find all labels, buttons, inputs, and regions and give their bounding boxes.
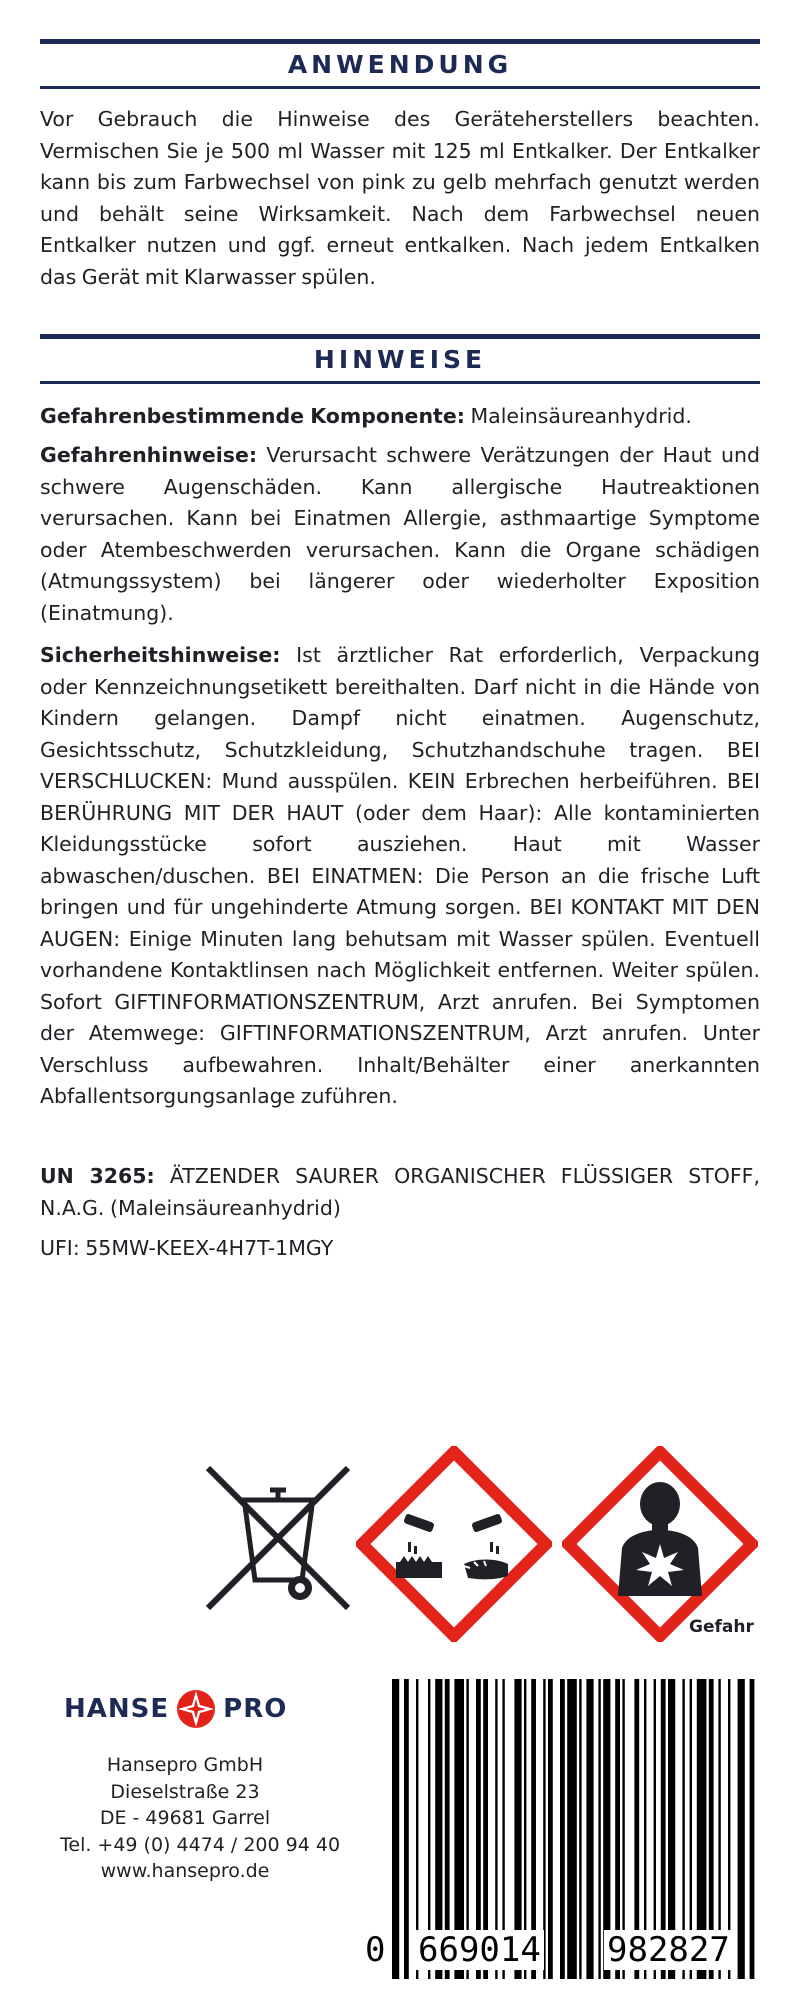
address-line-company: Hansepro GmbH (106, 1754, 264, 1776)
barcode-bar (598, 1679, 600, 1979)
anwendung-text: Vor Gebrauch die Hinweise des Geräteherstellers beachten. Vermischen Sie je 500 ml Wasser mit 125 ml Entkalker. Der Entkalker kann bis zum Farbwechsel von pink zu gelb mehrfach genutzt werden und behält seine Wirksamkeit. Nach dem Farbwechsel neuen Entkalker nutzen und ggf. erneut entkalken. Nach jedem Entkalken das Gerät mit Klarwasser spülen. (40, 107, 760, 289)
sicherheit-text: Ist ärztlicher Rat erforderlich, Verpackung oder Kennzeichnungsetikett bereithalten. Darf nicht in die Hände von Kindern gelangen. Dampf nicht einatmen. Augenschutz, Gesichtsschutz, Schutzkleidung, Schutzhandschuhe tragen. BEI VERSCHLUCKEN: Mund ausspülen. KEIN Erbrechen herbeiführen. BEI BERÜHRUNG MIT DER HAUT (oder dem Haar): Alle kontaminierten Kleidungsstücke sofort ausziehen. Haut mit Wasser abwaschen/duschen. BEI EINATMEN: Die Person an die frische Luft bringen und für ungehinderte Atmung sorgen. BEI KONTAKT MIT DEN AUGEN: Einige Minuten lang behutsam mit Wasser spülen. Eventuell vorhandene Kontaktlinsen nach Möglichkeit entfernen. Weiter spülen. Sofort GIFTINFORMATIONSZENTRUM, Arzt anrufen. Bei Symptomen der Atemwege: GIFTINFORMATIONSZENTRUM, Arzt anrufen. Unter Verschluss aufbewahren. Inhalt/Behälter einer anerkannten Abfallentsorgungsanlage zuführen. (40, 643, 760, 1108)
un-text: ÄTZENDER SAURER ORGANISCHER FLÜSSIGER STOFF, N.A.G. (Maleinsäureanhydrid) (40, 1164, 760, 1220)
komponente-label: Gefahrenbestimmende Komponente: (40, 404, 465, 428)
barcode-bar (738, 1679, 745, 1979)
barcode-bar (579, 1679, 581, 1979)
un-paragraph (40, 1161, 760, 1224)
gefahren-label: Gefahrenhinweise: (40, 443, 258, 467)
anwendung-top-rule (40, 39, 760, 44)
hinweise-title: HINWEISE (313, 345, 487, 374)
sicherheitshinweise-paragraph (40, 640, 760, 1113)
gefahrenhinweise-paragraph (40, 440, 760, 629)
barcode-bar (750, 1679, 755, 1979)
barcode-digit-first: 0 (362, 1930, 388, 1970)
ufi-code: UFI: 55MW-KEEX-4H7T-1MGY (40, 1236, 334, 1260)
health-hazard-icon (562, 1446, 758, 1642)
logo-text-right: PRO (223, 1694, 288, 1724)
barcode-digits-right: 982827 (604, 1930, 733, 1970)
anwendung-title: ANWENDUNG (287, 50, 513, 79)
barcode-bar (548, 1679, 553, 1979)
compass-star-icon (175, 1688, 217, 1730)
sicherheit-label: Sicherheitshinweise: (40, 643, 281, 667)
barcode-bar (586, 1679, 593, 1979)
address-line-website: www.hansepro.de (100, 1860, 270, 1882)
barcode-bar (567, 1679, 577, 1979)
crossed-out-wheelie-bin-icon (200, 1460, 355, 1615)
barcode-digits-left: 669014 (415, 1930, 544, 1970)
signal-word: Gefahr (689, 1617, 754, 1637)
barcode-bar (392, 1679, 399, 1979)
anwendung-bottom-rule (40, 86, 760, 89)
address-line-phone: Tel. +49 (0) 4474 / 200 94 40 (60, 1833, 341, 1856)
company-address (60, 1752, 341, 1885)
hinweise-bottom-rule (40, 381, 760, 384)
address-line-city: DE - 49681 Garrel (99, 1807, 271, 1829)
barcode-bar (560, 1679, 565, 1979)
hinweise-top-rule (40, 334, 760, 339)
komponente-paragraph (40, 401, 760, 433)
address-line-street: Dieselstraße 23 (110, 1780, 260, 1803)
un-label: UN 3265: (40, 1164, 155, 1188)
gefahren-text: Verursacht schwere Verätzungen der Haut und schwere Augenschäden. Kann allergische Hautreaktionen verursachen. Kann bei Einatmen Allergie, asthmaartige Symptome oder Atembeschwerden verursachen. Kann die Organe schädigen (Atmungssystem) bei längerer oder wiederholter Exposition (Einatmung). (40, 443, 760, 625)
komponente-text: Maleinsäureanhydrid. (464, 404, 692, 428)
hansepro-logo (64, 1687, 304, 1731)
logo-text-left: HANSE (64, 1694, 170, 1724)
corrosion-icon (356, 1446, 552, 1642)
barcode-bar (404, 1679, 409, 1979)
